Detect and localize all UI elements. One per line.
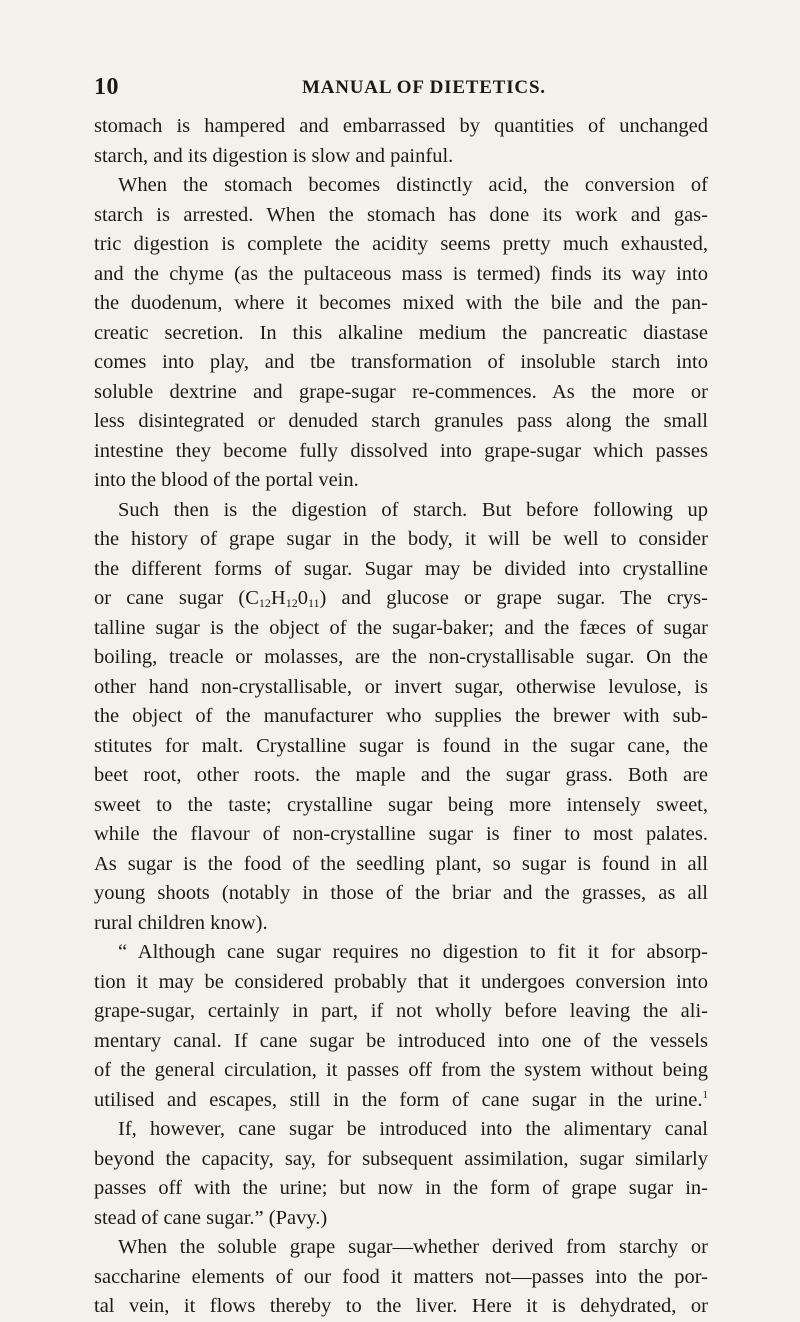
text-line: saccharine elements of our food it matters not—passes into the por- [94,1265,708,1288]
formula-suffix: ) and glucose or grape sugar. The crys- [319,587,708,609]
text-line: the history of grape sugar in the body, it will be well to consider [94,528,708,550]
text-line: the duodenum, where it becomes mixed with the bile and the pan- [94,292,708,314]
page-header [94,74,706,104]
running-title: MANUAL OF DIETETICS. [302,77,546,98]
footnote-line [94,1086,708,1116]
footnote-marker: 1 [702,1088,708,1101]
text-line: soluble dextrine and grape-sugar re-commences. As the more or [94,380,708,403]
oxygen-symbol: 0 [297,587,308,609]
formula-line [94,584,708,614]
hydrogen-subscript: 12 [285,596,298,610]
page-number: 10 [94,74,119,100]
text-line: young shoots (notably in those of the briar and the grasses, as all [94,882,708,904]
text-line: passes off with the urine; but now in the form of grape sugar in- [94,1177,708,1199]
text-line: mentary canal. If cane sugar be introduced into one of the vessels [94,1029,708,1052]
text-line: the different forms of sugar. Sugar may be divided into crystalline [94,557,708,580]
text-line: “ Although cane sugar requires no digestion to fit it for absorp- [118,941,708,963]
text-line: beyond the capacity, say, for subsequent assimilation, sugar similarly [94,1147,708,1170]
formula-prefix: or cane sugar (C [94,587,259,609]
text-line: talline sugar is the object of the sugar-baker; and the fæces of sugar [94,616,708,639]
text-line: tric digestion is complete the acidity seems pretty much exhausted, [94,233,708,255]
oxygen-subscript: 11 [307,596,320,610]
text-line: comes into play, and tbe transformation of insoluble starch into [94,351,708,373]
text-line: tion it may be considered probably that it undergoes conversion into [94,970,708,993]
text-line: rural children know). [94,911,268,934]
body-text [94,112,708,1322]
text-line: of the general circulation, it passes off from the system without being [94,1059,708,1081]
text-line: tal vein, it flows thereby to the liver. Here it is dehydrated, or [94,1295,708,1317]
text-line: If, however, cane sugar be introduced into the alimentary canal [118,1118,708,1140]
text-line: less disintegrated or denuded starch granules pass along the small [94,410,708,432]
text-line: stead of cane sugar.” (Pavy.) [94,1206,328,1229]
text-line: When the stomach becomes distinctly acid, the conversion of [118,174,708,196]
text-line: beet root, other roots. the maple and the sugar grass. Both are [94,764,708,786]
text-line: into the blood of the portal vein. [94,469,359,491]
text-line: stomach is hampered and embarrassed by quantities of unchanged [94,115,708,137]
text-line: starch, and its digestion is slow and painful. [94,144,454,167]
hydrogen-symbol: H [270,587,286,609]
text-line: stitutes for malt. Crystalline sugar is found in the sugar cane, the [94,734,708,757]
carbon-subscript: 12 [258,596,271,610]
text-line: creatic secretion. In this alkaline medium the pancreatic diastase [94,321,708,344]
text-line: while the flavour of non-crystalline sugar is finer to most palates. [94,823,708,845]
footnote-text: utilised and escapes, still in the form of cane sugar in the urine. [94,1088,703,1111]
text-line: When the soluble grape sugar—whether derived from starchy or [118,1236,708,1258]
text-line: and the chyme (as the pultaceous mass is termed) finds its way into [94,262,708,285]
text-line: intestine they become fully dissolved into grape-sugar which passes [94,439,708,462]
text-line: sweet to the taste; crystalline sugar being more intensely sweet, [94,793,708,816]
text-line: other hand non-crystallisable, or invert sugar, otherwise levulose, is [94,675,708,698]
text-line: Such then is the digestion of starch. But before following up [118,498,708,521]
text-line: boiling, treacle or molasses, are the non-crystallisable sugar. On the [94,646,708,668]
text-line: starch is arrested. When the stomach has done its work and gas- [94,203,708,226]
text-line: the object of the manufacturer who supplies the brewer with sub- [94,705,708,727]
text-line: As sugar is the food of the seedling plant, so sugar is found in all [94,852,708,875]
text-line: grape-sugar, certainly in part, if not wholly before leaving the ali- [94,1000,708,1022]
